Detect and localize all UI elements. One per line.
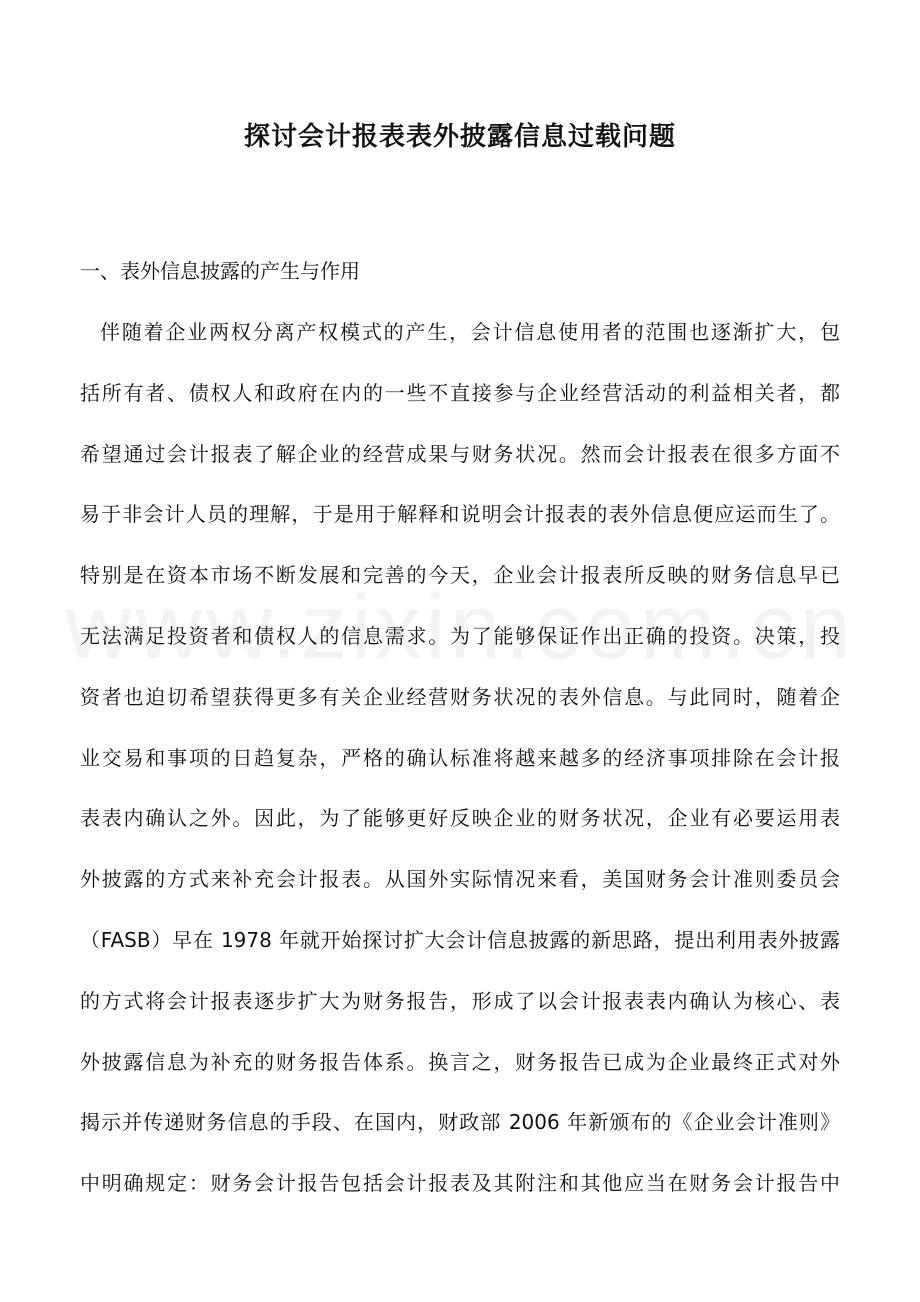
paragraph-line: 易于非会计人员的理解，于是用于解释和说明会计报表的表外信息便应运而生了。 — [80, 502, 840, 527]
paragraph-line: 希望通过会计报表了解企业的经营成果与财务状况。然而会计报表在很多方面不 — [80, 441, 840, 466]
paragraph-line: （FASB）早在 1978 年就开始探讨扩大会计信息披露的新思路，提出利用表外披露 — [80, 927, 840, 952]
document-title: 探讨会计报表表外披露信息过载问题 — [243, 122, 676, 152]
paragraph-line: 业交易和事项的日趋复杂，严格的确认标准将越来越多的经济事项排除在会计报 — [80, 745, 840, 770]
paragraph-line: 揭示并传递财务信息的手段、在国内，财政部 2006 年新颁布的《企业会计准则》 — [80, 1110, 840, 1135]
paragraph-line: 括所有者、债权人和政府在内的一些不直接参与企业经营活动的利益相关者，都 — [80, 380, 840, 405]
paragraph-line: 的方式将会计报表逐步扩大为财务报告，形成了以会计报表表内确认为核心、表 — [80, 988, 840, 1013]
paragraph-line: 表表内确认之外。因此，为了能够更好反映企业的财务状况，企业有必要运用表 — [80, 806, 840, 831]
section-heading: 一、表外信息披露的产生与作用 — [80, 259, 360, 283]
paragraph-line: 外披露信息为补充的财务报告体系。换言之，财务报告已成为企业最终正式对外 — [80, 1049, 840, 1074]
paragraph-line: 特别是在资本市场不断发展和完善的今天，企业会计报表所反映的财务信息早已 — [80, 563, 840, 588]
paragraph-line: 中明确规定：财务会计报告包括会计报表及其附注和其他应当在财务会计报告中 — [80, 1171, 840, 1196]
paragraph-line: 伴随着企业两权分离产权模式的产生，会计信息使用者的范围也逐渐扩大，包 — [100, 320, 840, 344]
paragraph-line: 外披露的方式来补充会计报表。从国外实际情况来看，美国财务会计准则委员会 — [80, 867, 840, 892]
paragraph-line: 无法满足投资者和债权人的信息需求。为了能够保证作出正确的投资。决策，投 — [80, 623, 840, 648]
paragraph-line: 资者也迫切希望获得更多有关企业经营财务状况的表外信息。与此同时，随着企 — [80, 684, 840, 709]
body-paragraph — [80, 302, 840, 1214]
